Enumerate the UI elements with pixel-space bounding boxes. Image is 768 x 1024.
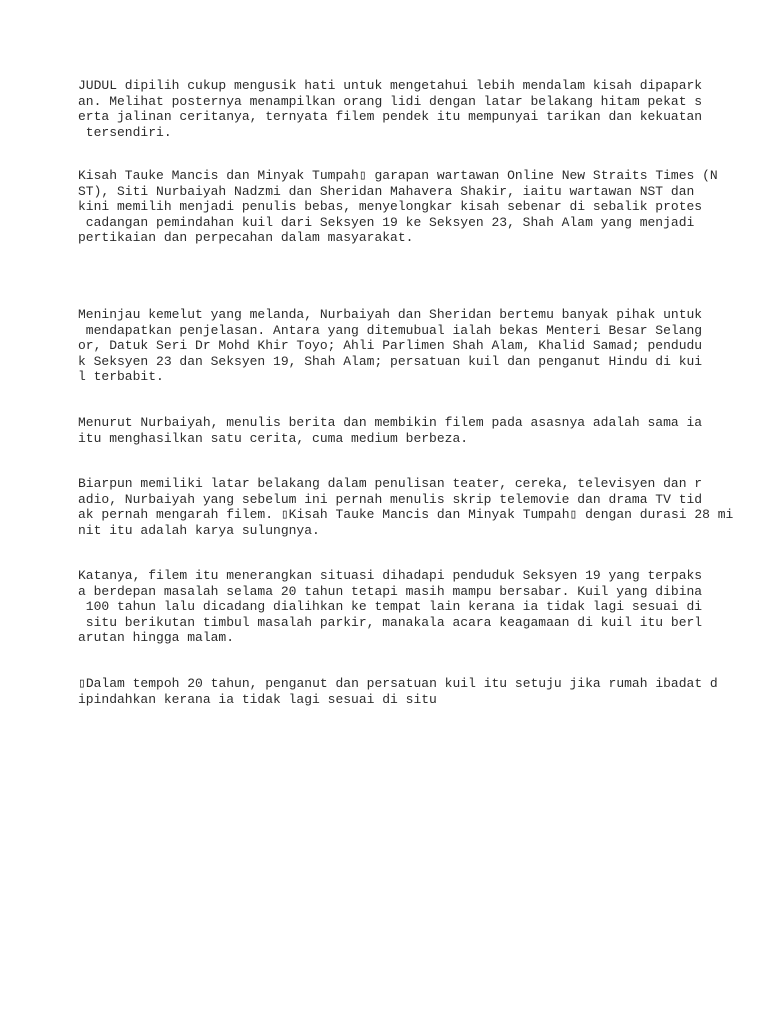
- paragraph-quote: ▯Dalam tempoh 20 tahun, penganut dan persatuan kuil itu setuju jika rumah ibadat d ipindahkan kerana ia tidak lagi sesuai di situ: [78, 676, 718, 707]
- paragraph-situation: Katanya, filem itu menerangkan situasi dihadapi penduduk Seksyen 19 yang terpaks a berdepan masalah selama 20 tahun tetapi masih mampu bersabar. Kuil yang dibina 100 tahun lalu dicadang dialihkan ke tempat lain kerana ia tidak lagi sesuai di situ berikutan timbul masalah parkir, manakala acara keagamaan di kuil itu berl arutan hingga malam.: [78, 568, 703, 646]
- paragraph-interviews: Meninjau kemelut yang melanda, Nurbaiyah dan Sheridan bertemu banyak pihak untuk mendapatkan penjelasan. Antara yang ditemubual ialah bekas Menteri Besar Selang or, Datuk Seri Dr Mohd Khir Toyo; Ahli Parlimen Shah Alam, Khalid Samad; pendudu k Seksyen 23 dan Seksyen 19, Shah Alam; persatuan kuil dan penganut Hindu di kui l terbabit.: [78, 307, 703, 385]
- paragraph-debut-work: Biarpun memiliki latar belakang dalam penulisan teater, cereka, televisyen dan r adio, Nurbaiyah yang sebelum ini pernah menulis skrip telemovie dan drama TV tid ak pernah mengarah filem. ▯Kisah Tauke Mancis dan Minyak Tumpah▯ dengan durasi 28 mi nit itu adalah karya sulungnya.: [78, 476, 734, 538]
- paragraph-intro: JUDUL dipilih cukup mengusik hati untuk mengetahui lebih mendalam kisah dipapark an. Melihat posternya menampilkan orang lidi dengan latar belakang hitam pekat s erta jalinan ceritanya, ternyata filem pendek itu mempunyai tarikan dan kekuatan tersendiri.: [78, 78, 703, 140]
- paragraph-film-background: Kisah Tauke Mancis dan Minyak Tumpah▯ garapan wartawan Online New Straits Times (N ST), Siti Nurbaiyah Nadzmi dan Sheridan Mahavera Shakir, iaitu wartawan NST dan kini memilih menjadi penulis bebas, menyelongkar kisah sebenar di sebalik protes cadangan pemindahan kuil dari Seksyen 19 ke Seksyen 23, Shah Alam yang menjadi pertikaian dan perpecahan dalam masyarakat.: [78, 168, 718, 246]
- paragraph-nurbaiyah-view: Menurut Nurbaiyah, menulis berita dan membikin filem pada asasnya adalah sama ia itu menghasilkan satu cerita, cuma medium berbeza.: [78, 415, 703, 446]
